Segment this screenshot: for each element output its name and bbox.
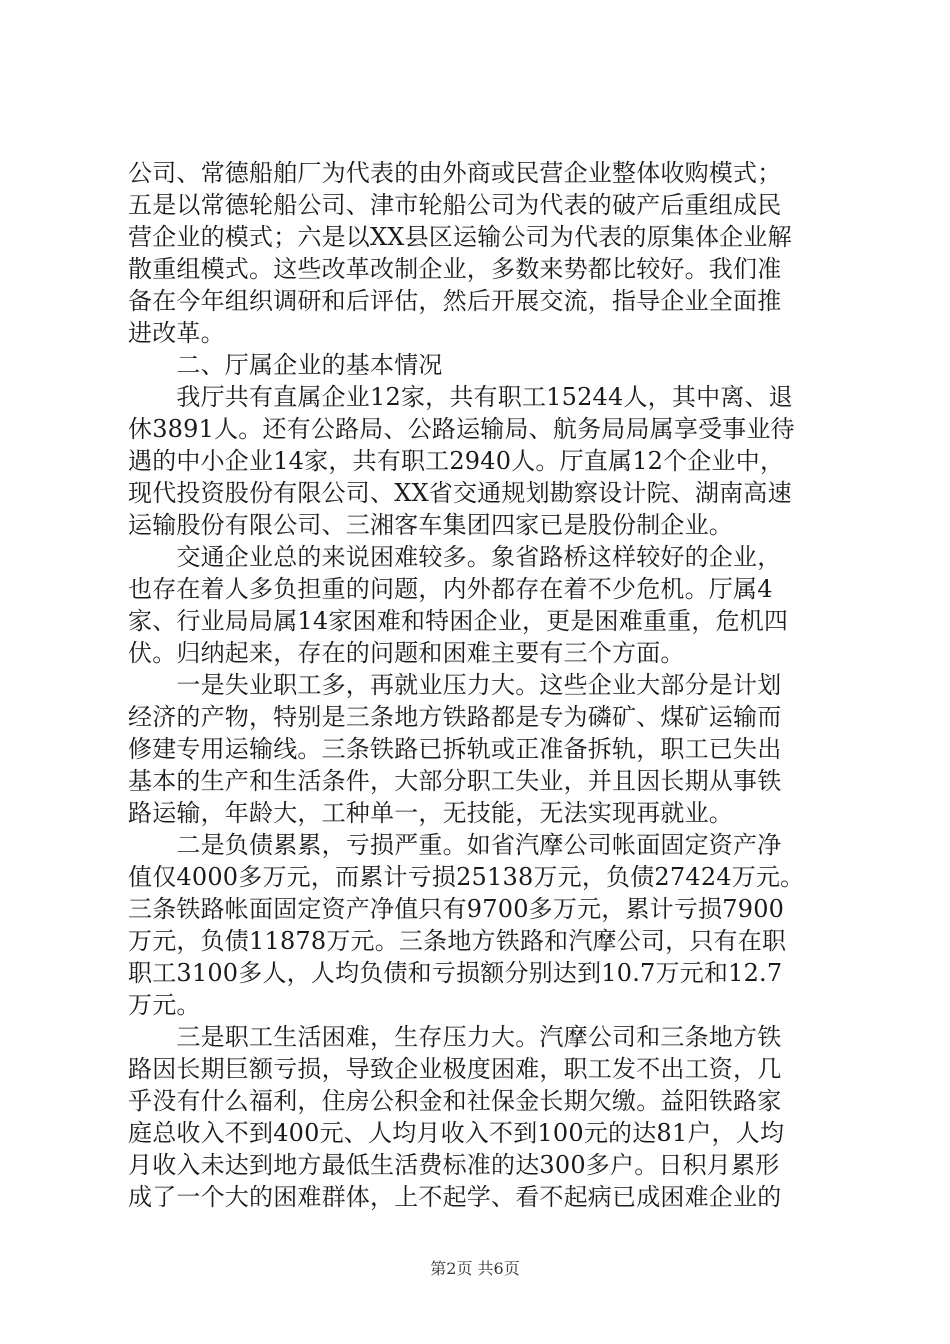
text-line: 经济的产物，特别是三条地方铁路都是专为磷矿、煤矿运输而 — [128, 703, 782, 731]
section-heading: 二、厅属企业的基本情况 — [128, 351, 443, 379]
text-line: 运输股份有限公司、三湘客车集团四家已是股份制企业。 — [128, 511, 733, 539]
text-line: 公司、常德船舶厂为代表的由外商或民营企业整体收购模式； — [128, 159, 782, 187]
text-line: 一是失业职工多，再就业压力大。这些企业大部分是计划 — [128, 671, 782, 699]
text-line: 月收入未达到地方最低生活费标准的达300多户。日积月累形 — [128, 1151, 780, 1179]
text-line: 路运输，年龄大，工种单一，无技能，无法实现再就业。 — [128, 799, 733, 827]
text-line: 路因长期巨额亏损，导致企业极度困难，职工发不出工资，几 — [128, 1055, 782, 1083]
text-line: 交通企业总的来说困难较多。象省路桥这样较好的企业， — [128, 543, 782, 571]
text-line: 备在今年组织调研和后评估，然后开展交流，指导企业全面推 — [128, 287, 782, 315]
text-line: 伏。归纳起来，存在的问题和困难主要有三个方面。 — [128, 639, 685, 667]
text-line: 万元，负债11878万元。三条地方铁路和汽摩公司，只有在职 — [128, 927, 787, 955]
text-line: 休3891人。还有公路局、公路运输局、航务局局属享受事业待 — [128, 415, 795, 443]
text-line: 进改革。 — [128, 319, 225, 347]
text-line: 三条铁路帐面固定资产净值只有9700多万元，累计亏损7900 — [128, 895, 785, 923]
text-line: 二是负债累累，亏损严重。如省汽摩公司帐面固定资产净 — [128, 831, 782, 859]
text-line: 职工3100多人，人均负债和亏损额分别达到10.7万元和12.7 — [128, 959, 783, 987]
text-line: 成了一个大的困难群体，上不起学、看不起病已成困难企业的 — [128, 1183, 782, 1211]
text-line: 也存在着人多负担重的问题，内外都存在着不少危机。厅属4 — [128, 575, 773, 603]
text-line: 修建专用运输线。三条铁路已拆轨或正准备拆轨，职工已失出 — [128, 735, 782, 763]
text-line: 我厅共有直属企业12家，共有职工15244人，其中离、退 — [128, 383, 793, 411]
text-line: 万元。 — [128, 991, 201, 1019]
document-body — [128, 157, 834, 1213]
text-line: 乎没有什么福利，住房公积金和社保金长期欠缴。益阳铁路家 — [128, 1087, 782, 1115]
text-line: 庭总收入不到400元、人均月收入不到100元的达81户，人均 — [128, 1119, 785, 1147]
text-line: 散重组模式。这些改革改制企业，多数来势都比较好。我们准 — [128, 255, 782, 283]
text-line: 营企业的模式；六是以XX县区运输公司为代表的原集体企业解 — [128, 223, 792, 251]
page-number-footer: 第2页 共6页 — [430, 1259, 520, 1278]
text-line: 现代投资股份有限公司、XX省交通规划勘察设计院、湖南高速 — [128, 479, 792, 507]
text-line: 遇的中小企业14家，共有职工2940人。厅直属12个企业中， — [128, 447, 785, 475]
text-line: 三是职工生活困难，生存压力大。汽摩公司和三条地方铁 — [128, 1023, 782, 1051]
text-line: 五是以常德轮船公司、津市轮船公司为代表的破产后重组成民 — [128, 191, 782, 219]
text-line: 值仅4000多万元，而累计亏损25138万元，负债27424万元。 — [128, 863, 805, 891]
text-line: 家、行业局局属14家困难和特困企业，更是困难重重，危机四 — [128, 607, 789, 635]
text-line: 基本的生产和生活条件，大部分职工失业，并且因长期从事铁 — [128, 767, 782, 795]
